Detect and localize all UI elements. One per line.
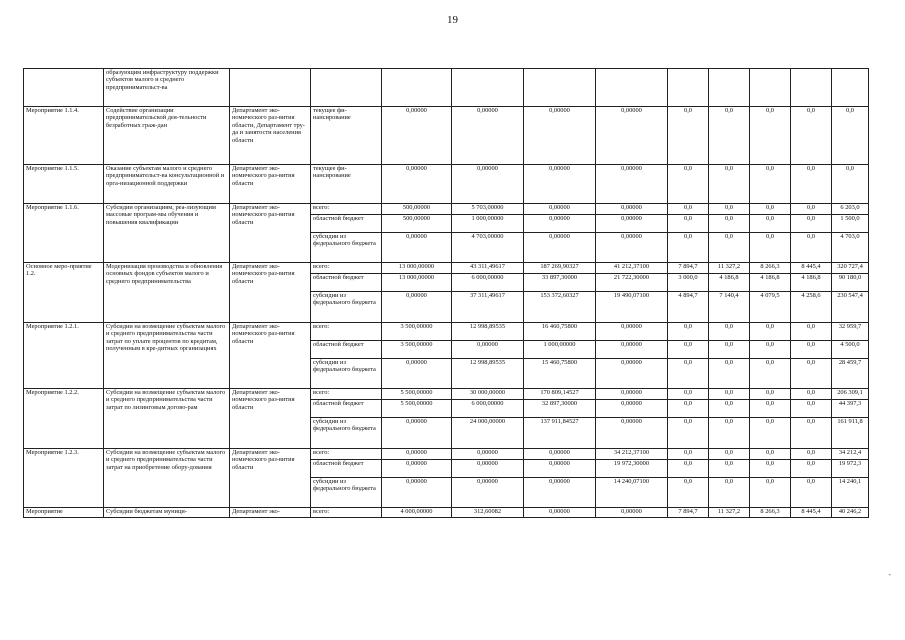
value-cell: 4 703,00000 xyxy=(452,233,524,263)
executor-cell: Департамент эко-номического раз-вития области xyxy=(230,449,311,508)
table-row xyxy=(24,107,869,165)
value-cell: 0,0 xyxy=(709,165,750,204)
source-cell: текущее фи-нансирование xyxy=(311,165,382,204)
value-cell: 0,00000 xyxy=(596,215,668,233)
executor-cell: Департамент эко-номического раз-вития области xyxy=(230,323,311,389)
value-cell: 0,00000 xyxy=(596,341,668,359)
value-cell: 0,0 xyxy=(750,460,791,478)
value-cell: 0,0 xyxy=(750,449,791,460)
value-cell: 5 500,00000 xyxy=(382,389,452,400)
value-cell: 0,0 xyxy=(709,389,750,400)
value-cell: 0,00000 xyxy=(524,449,596,460)
value-cell: 4 703,0 xyxy=(832,233,869,263)
event-cell: Мероприятие 1.2.2. xyxy=(24,389,104,449)
value-cell: 0,0 xyxy=(709,449,750,460)
value-cell: 4 186,8 xyxy=(791,274,832,292)
value-cell: 4 258,6 xyxy=(791,292,832,323)
executor-cell: Департамент эко-номического раз-вития области, Департамент тру-да и занятости населения области xyxy=(230,107,311,165)
program-cell: Субсидии на возмещение субъектам малого и среднего предпринимательства части затрат на приобретение обору-дования xyxy=(104,449,230,508)
value-cell: 0,0 xyxy=(668,418,709,449)
value-cell: 0,0 xyxy=(832,107,869,165)
value-cell: 0,00000 xyxy=(524,165,596,204)
value-cell: 0,0 xyxy=(709,233,750,263)
value-cell: 28 459,7 xyxy=(832,359,869,389)
event-cell: Мероприятие xyxy=(24,508,104,518)
value-cell: 206 309,1 xyxy=(832,389,869,400)
value-cell: 90 180,0 xyxy=(832,274,869,292)
table-row xyxy=(24,165,869,204)
value-cell: 0,0 xyxy=(750,341,791,359)
value-cell: 5 500,00000 xyxy=(382,400,452,418)
value-cell: 0,0 xyxy=(750,165,791,204)
value-cell: 0,0 xyxy=(709,323,750,341)
value-cell: 0,0 xyxy=(668,400,709,418)
value-cell: 0,0 xyxy=(791,460,832,478)
value-cell: 500,00000 xyxy=(382,215,452,233)
source-cell: всего: xyxy=(311,204,382,215)
value-cell: 0,00000 xyxy=(452,165,524,204)
value-cell: 0,00000 xyxy=(382,165,452,204)
value-cell: 34 212,4 xyxy=(832,449,869,460)
source-cell: всего: xyxy=(311,263,382,274)
value-cell: 0,0 xyxy=(750,359,791,389)
value-cell: 30 000,00000 xyxy=(452,389,524,400)
budget-table xyxy=(23,68,869,518)
value-cell: 0,00000 xyxy=(596,400,668,418)
value-cell: 0,00000 xyxy=(452,460,524,478)
value-cell: 0,0 xyxy=(709,215,750,233)
table-row xyxy=(24,389,869,400)
source-cell: всего: xyxy=(311,389,382,400)
value-cell: 4 000,00000 xyxy=(382,508,452,518)
table-row xyxy=(24,263,869,274)
value-cell: 0,00000 xyxy=(596,418,668,449)
value-cell: 4 500,0 xyxy=(832,341,869,359)
program-cell: образующим инфраструктуру поддержки субъектов малого и среднего предпринимательст-ва xyxy=(104,69,230,107)
value-cell: 11 327,2 xyxy=(709,508,750,518)
value-cell: 1 500,0 xyxy=(832,215,869,233)
value-cell: 0,0 xyxy=(750,215,791,233)
value-cell: 0,00000 xyxy=(382,107,452,165)
value-cell: 7 140,4 xyxy=(709,292,750,323)
value-cell: 12 998,89535 xyxy=(452,323,524,341)
value-cell: 8 445,4 xyxy=(791,263,832,274)
value-cell: 15 460,75800 xyxy=(524,359,596,389)
value-cell: 312,60082 xyxy=(452,508,524,518)
source-cell: всего: xyxy=(311,449,382,460)
value-cell: 0,0 xyxy=(750,478,791,508)
program-cell: Субсидии на возмещение субъектам малого и среднего предпринимательства части затрат по уплате процентов по кредитам, полученным в кре-дитных организациях xyxy=(104,323,230,389)
value-cell: 0,0 xyxy=(750,389,791,400)
value-cell: 0,0 xyxy=(709,418,750,449)
value-cell: 14 240,07100 xyxy=(596,478,668,508)
value-cell: 0,0 xyxy=(668,323,709,341)
value-cell: 0,0 xyxy=(750,323,791,341)
value-cell: 0,0 xyxy=(791,341,832,359)
value-cell: 500,00000 xyxy=(382,204,452,215)
event-cell: Основное меро-приятие 1.2. xyxy=(24,263,104,323)
value-cell: 4 186,8 xyxy=(709,274,750,292)
value-cell: 33 897,30000 xyxy=(524,274,596,292)
stray-mark: - xyxy=(888,570,891,579)
executor-cell: Департамент эко-номического раз-вития области xyxy=(230,204,311,263)
source-cell: всего: xyxy=(311,508,382,518)
value-cell: 41 212,37100 xyxy=(596,263,668,274)
value-cell: 0,0 xyxy=(791,204,832,215)
value-cell: 0,00000 xyxy=(596,165,668,204)
source-cell: субсидии из федерального бюджета xyxy=(311,359,382,389)
value-cell: 170 809,14527 xyxy=(524,389,596,400)
value-cell: 0,0 xyxy=(791,215,832,233)
value-cell: 0,0 xyxy=(791,449,832,460)
value-cell: 0,0 xyxy=(709,460,750,478)
event-cell: Мероприятие 1.1.6. xyxy=(24,204,104,263)
value-cell: 32 959,7 xyxy=(832,323,869,341)
value-cell: 0,0 xyxy=(668,460,709,478)
value-cell: 0,0 xyxy=(668,165,709,204)
value-cell: 0,0 xyxy=(791,478,832,508)
source-cell: областной бюджет xyxy=(311,341,382,359)
value-cell: 137 911,84527 xyxy=(524,418,596,449)
value-cell: 0,0 xyxy=(750,204,791,215)
value-cell: 0,00000 xyxy=(596,389,668,400)
value-cell: 11 327,2 xyxy=(709,263,750,274)
value-cell: 0,0 xyxy=(709,359,750,389)
value-cell: 161 911,8 xyxy=(832,418,869,449)
value-cell: 4 079,5 xyxy=(750,292,791,323)
value-cell: 0,00000 xyxy=(524,204,596,215)
value-cell: 0,0 xyxy=(750,400,791,418)
value-cell: 0,00000 xyxy=(524,478,596,508)
value-cell: 0,0 xyxy=(709,341,750,359)
value-cell: 32 897,30000 xyxy=(524,400,596,418)
value-cell: 0,00000 xyxy=(452,107,524,165)
value-cell: 0,0 xyxy=(791,233,832,263)
value-cell: 0,00000 xyxy=(382,460,452,478)
program-cell: Субсидии организациям, реа-лизующим массовые програм-мы обучения и повышения квалификации xyxy=(104,204,230,263)
value-cell: 230 547,4 xyxy=(832,292,869,323)
table-row xyxy=(24,204,869,215)
value-cell: 6 000,00000 xyxy=(452,274,524,292)
value-cell: 3 500,00000 xyxy=(382,341,452,359)
value-cell: 0,0 xyxy=(791,418,832,449)
value-cell: 153 372,60327 xyxy=(524,292,596,323)
table-row xyxy=(24,69,869,107)
program-cell: Оказание субъектам малого и среднего предпринимательст-ва консультационной и орга-низационной поддержки xyxy=(104,165,230,204)
table-row xyxy=(24,449,869,460)
event-cell xyxy=(24,69,104,107)
value-cell: 0,00000 xyxy=(382,418,452,449)
value-cell: 0,0 xyxy=(750,233,791,263)
event-cell: Мероприятие 1.1.5. xyxy=(24,165,104,204)
value-cell: 0,00000 xyxy=(452,341,524,359)
value-cell: 187 269,90327 xyxy=(524,263,596,274)
value-cell: 37 311,49617 xyxy=(452,292,524,323)
value-cell: 0,00000 xyxy=(524,233,596,263)
value-cell: 0,0 xyxy=(668,478,709,508)
value-cell: 0,00000 xyxy=(596,359,668,389)
source-cell: субсидии из федерального бюджета xyxy=(311,292,382,323)
value-cell: 7 894,7 xyxy=(668,263,709,274)
value-cell: 0,00000 xyxy=(524,508,596,518)
source-cell: субсидии из федерального бюджета xyxy=(311,233,382,263)
value-cell: 0,00000 xyxy=(382,233,452,263)
event-cell: Мероприятие 1.2.3. xyxy=(24,449,104,508)
executor-cell: Департамент эко-номического раз-вития области xyxy=(230,389,311,449)
value-cell: 19 972,3 xyxy=(832,460,869,478)
value-cell: 6 000,00000 xyxy=(452,400,524,418)
value-cell: 0,0 xyxy=(709,204,750,215)
value-cell: 13 000,00000 xyxy=(382,263,452,274)
value-cell: 0,0 xyxy=(668,341,709,359)
value-cell: 1 000,00000 xyxy=(452,215,524,233)
value-cell: 0,0 xyxy=(832,165,869,204)
value-cell: 0,00000 xyxy=(524,215,596,233)
value-cell: 19 490,07100 xyxy=(596,292,668,323)
value-cell: 5 703,00000 xyxy=(452,204,524,215)
event-cell: Мероприятие 1.2.1. xyxy=(24,323,104,389)
source-cell: субсидии из федерального бюджета xyxy=(311,418,382,449)
value-cell: 0,0 xyxy=(709,107,750,165)
value-cell: 1 000,00000 xyxy=(524,341,596,359)
value-cell: 0,0 xyxy=(668,389,709,400)
event-cell: Мероприятие 1.1.4. xyxy=(24,107,104,165)
program-cell: Содействие организации предпринимательской дея-тельности безработных граж-дан xyxy=(104,107,230,165)
value-cell: 4 186,8 xyxy=(750,274,791,292)
value-cell: 24 000,00000 xyxy=(452,418,524,449)
value-cell: 0,0 xyxy=(791,165,832,204)
executor-cell: Департамент эко- xyxy=(230,508,311,518)
value-cell: 0,0 xyxy=(668,359,709,389)
value-cell: 0,0 xyxy=(791,359,832,389)
value-cell: 0,00000 xyxy=(524,460,596,478)
value-cell: 0,00000 xyxy=(596,508,668,518)
value-cell: 19 972,30000 xyxy=(596,460,668,478)
value-cell: 44 397,3 xyxy=(832,400,869,418)
value-cell: 13 000,00000 xyxy=(382,274,452,292)
value-cell: 0,0 xyxy=(791,389,832,400)
value-cell: 3 000,0 xyxy=(668,274,709,292)
source-cell: областной бюджет xyxy=(311,274,382,292)
value-cell: 0,00000 xyxy=(452,478,524,508)
value-cell: 0,0 xyxy=(668,215,709,233)
program-cell: Субсидии на возмещение субъектам малого и среднего предпринимательства части затрат по лизинговым догово-рам xyxy=(104,389,230,449)
source-cell: областной бюджет xyxy=(311,215,382,233)
value-cell: 320 727,4 xyxy=(832,263,869,274)
value-cell: 0,0 xyxy=(709,400,750,418)
value-cell: 0,00000 xyxy=(382,359,452,389)
value-cell: 34 212,37100 xyxy=(596,449,668,460)
source-cell xyxy=(311,69,382,107)
value-cell: 43 311,49617 xyxy=(452,263,524,274)
source-cell: текущее фи-нансирование xyxy=(311,107,382,165)
executor-cell xyxy=(230,69,311,107)
value-cell: 4 894,7 xyxy=(668,292,709,323)
source-cell: областной бюджет xyxy=(311,400,382,418)
value-cell: 14 240,1 xyxy=(832,478,869,508)
value-cell: 0,00000 xyxy=(596,323,668,341)
value-cell: 0,0 xyxy=(709,478,750,508)
value-cell: 0,0 xyxy=(668,233,709,263)
value-cell: 0,00000 xyxy=(382,292,452,323)
value-cell: 12 998,89535 xyxy=(452,359,524,389)
value-cell: 7 894,7 xyxy=(668,508,709,518)
value-cell: 0,0 xyxy=(668,449,709,460)
value-cell: 16 460,75800 xyxy=(524,323,596,341)
source-cell: всего: xyxy=(311,323,382,341)
value-cell: 0,00000 xyxy=(382,478,452,508)
value-cell: 0,00000 xyxy=(524,107,596,165)
source-cell: субсидии из федерального бюджета xyxy=(311,478,382,508)
program-cell: Модернизация производства и обновления основных фондов субъектов малого и среднего предпринимательства xyxy=(104,263,230,323)
executor-cell: Департамент эко-номического раз-вития области xyxy=(230,263,311,323)
value-cell: 21 722,30000 xyxy=(596,274,668,292)
value-cell: 0,00000 xyxy=(452,449,524,460)
value-cell: 0,00000 xyxy=(596,233,668,263)
table-row xyxy=(24,508,869,518)
value-cell: 0,0 xyxy=(791,107,832,165)
value-cell: 0,00000 xyxy=(596,204,668,215)
value-cell: 0,0 xyxy=(668,107,709,165)
value-cell: 40 246,2 xyxy=(832,508,869,518)
table-row xyxy=(24,323,869,341)
value-cell: 0,0 xyxy=(750,418,791,449)
value-cell: 0,0 xyxy=(750,107,791,165)
value-cell: 8 266,3 xyxy=(750,508,791,518)
page-number: 19 xyxy=(447,14,458,26)
executor-cell: Департамент эко-номического раз-вития области xyxy=(230,165,311,204)
value-cell: 8 266,3 xyxy=(750,263,791,274)
source-cell: областной бюджет xyxy=(311,460,382,478)
value-cell: 0,0 xyxy=(791,323,832,341)
value-cell: 0,0 xyxy=(668,204,709,215)
value-cell: 0,00000 xyxy=(596,107,668,165)
value-cell: 8 445,4 xyxy=(791,508,832,518)
value-cell: 6 203,0 xyxy=(832,204,869,215)
value-cell: 0,0 xyxy=(791,400,832,418)
value-cell: 0,00000 xyxy=(382,449,452,460)
value-cell: 3 500,00000 xyxy=(382,323,452,341)
program-cell: Субсидии бюджетам муници- xyxy=(104,508,230,518)
